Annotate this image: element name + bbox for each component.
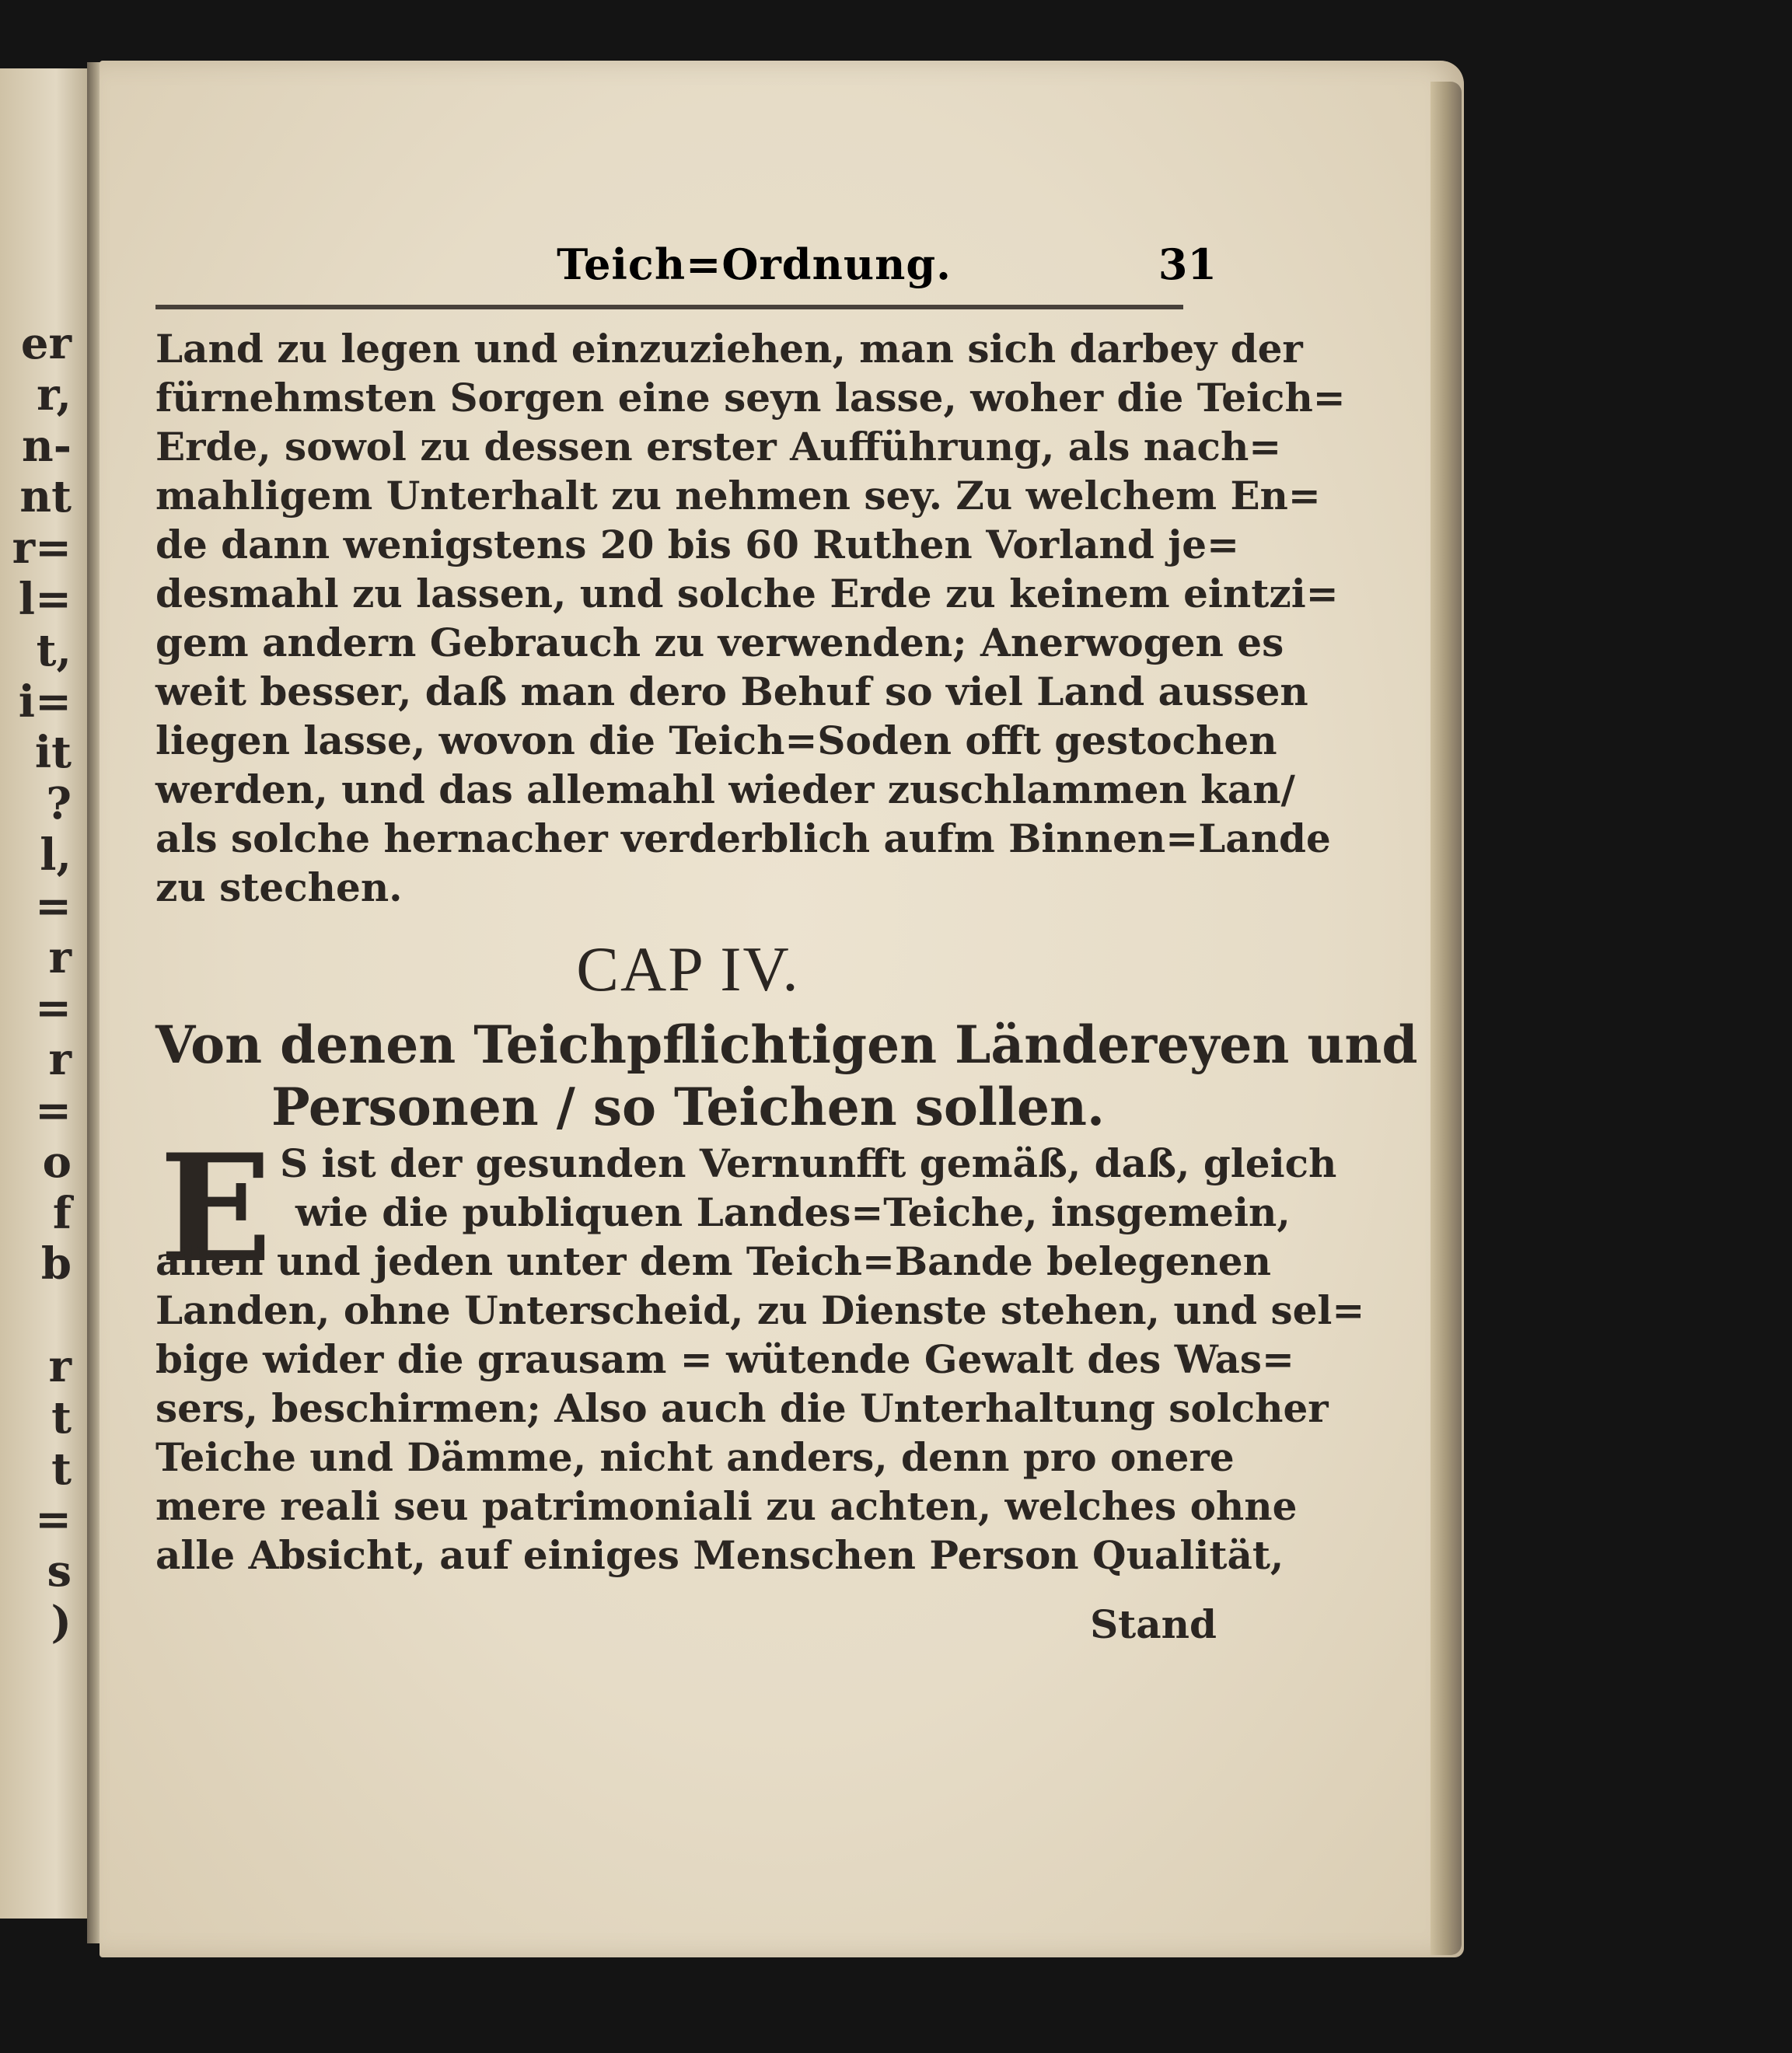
facing-page-fragment bbox=[0, 1290, 78, 1342]
body-line: weit besser, daß man dero Behuf so viel Land aussen bbox=[155, 669, 1308, 714]
facing-page-fragment: ) bbox=[51, 1596, 72, 1648]
facing-page-fragment: nt bbox=[19, 471, 72, 523]
facing-page-fragment: t bbox=[51, 1391, 72, 1444]
facing-page-fragment: r bbox=[48, 1340, 72, 1392]
chapter-number: CAP IV. bbox=[576, 934, 800, 1004]
chapter-title-line: Von denen Teichpflichtigen Ländereyen und bbox=[155, 1014, 1418, 1075]
body-line: gem andern Gebrauch zu verwenden; Anerwogen es bbox=[155, 620, 1284, 665]
facing-page-fragment: l= bbox=[18, 573, 72, 625]
body-line: Erde, sowol zu dessen erster Aufführung, als nach= bbox=[155, 424, 1282, 470]
facing-page-fragment: l, bbox=[40, 829, 72, 881]
facing-page-fragment: f bbox=[52, 1187, 72, 1239]
facing-page-fragment: n- bbox=[22, 420, 72, 472]
facing-page-fragment: = bbox=[35, 1084, 72, 1136]
facing-page-fragment: b bbox=[40, 1238, 72, 1290]
chapter-title-line: Personen / so Teichen sollen. bbox=[271, 1077, 1105, 1137]
facing-page-fragment: r= bbox=[12, 522, 72, 574]
facing-page-fragment: r, bbox=[37, 368, 72, 421]
header-rule bbox=[155, 305, 1183, 309]
drop-initial: E bbox=[159, 1122, 272, 1295]
facing-page-fragment: s bbox=[47, 1545, 72, 1597]
facing-page-fragment: = bbox=[35, 1494, 72, 1546]
body-line: werden, und das allemahl wieder zuschlammen kan/ bbox=[155, 766, 1295, 812]
chapter-line: Teiche und Dämme, nicht anders, denn pro onere bbox=[155, 1434, 1235, 1480]
facing-page-fragment: i= bbox=[18, 676, 72, 728]
facing-page-fragment: t, bbox=[36, 624, 72, 676]
page-edge bbox=[1430, 82, 1462, 1955]
facing-page-fragment: t bbox=[51, 1443, 72, 1495]
chapter-line: mere reali seu patrimoniali zu achten, welches ohne bbox=[155, 1483, 1298, 1529]
facing-page-fragment: it bbox=[34, 727, 72, 779]
facing-page-fragment: ? bbox=[46, 778, 72, 830]
chapter-line: wie die publiquen Landes=Teiche, insgemein, bbox=[295, 1189, 1291, 1235]
chapter-line: sers, beschirmen; Also auch die Unterhaltung solcher bbox=[155, 1385, 1329, 1431]
facing-page-fragment: er bbox=[20, 318, 72, 369]
page-header bbox=[155, 239, 1217, 294]
facing-page-fragment: = bbox=[35, 880, 72, 932]
body-line: Land zu legen und einzuziehen, man sich darbey der bbox=[155, 326, 1303, 372]
catchword: Stand bbox=[1090, 1601, 1217, 1647]
running-title: Teich=Ordnung. bbox=[557, 239, 952, 289]
chapter-line: allen und jeden unter dem Teich=Bande belegenen bbox=[155, 1238, 1271, 1284]
facing-page-fragment: o bbox=[42, 1136, 72, 1188]
body-line: mahligem Unterhalt zu nehmen sey. Zu welchem En= bbox=[155, 473, 1321, 518]
body-line: liegen lasse, wovon die Teich=Soden offt gestochen bbox=[155, 718, 1277, 763]
body-line: als solche hernacher verderblich aufm Binnen=Lande bbox=[155, 815, 1331, 861]
chapter-line: bige wider die grausam = wütende Gewalt des Was= bbox=[155, 1336, 1294, 1382]
body-line: zu stechen. bbox=[155, 864, 403, 910]
facing-page-fragment: r bbox=[48, 1034, 72, 1086]
page-number: 31 bbox=[1158, 239, 1217, 289]
body-line: de dann wenigstens 20 bis 60 Ruthen Vorland je= bbox=[155, 522, 1239, 567]
chapter-line: S ist der gesunden Vernunfft gemäß, daß, gleich bbox=[280, 1140, 1337, 1186]
facing-page-fragment: r bbox=[48, 931, 72, 983]
facing-page-fragment: = bbox=[35, 983, 72, 1035]
chapter-line: alle Absicht, auf einiges Menschen Person Qualität, bbox=[155, 1532, 1284, 1578]
body-line: desmahl zu lassen, und solche Erde zu keinem eintzi= bbox=[155, 571, 1339, 616]
chapter-line: Landen, ohne Unterscheid, zu Dienste stehen, und sel= bbox=[155, 1287, 1365, 1333]
facing-page-text bbox=[0, 319, 78, 1649]
body-line: fürnehmsten Sorgen eine seyn lasse, woher die Teich= bbox=[155, 375, 1346, 421]
